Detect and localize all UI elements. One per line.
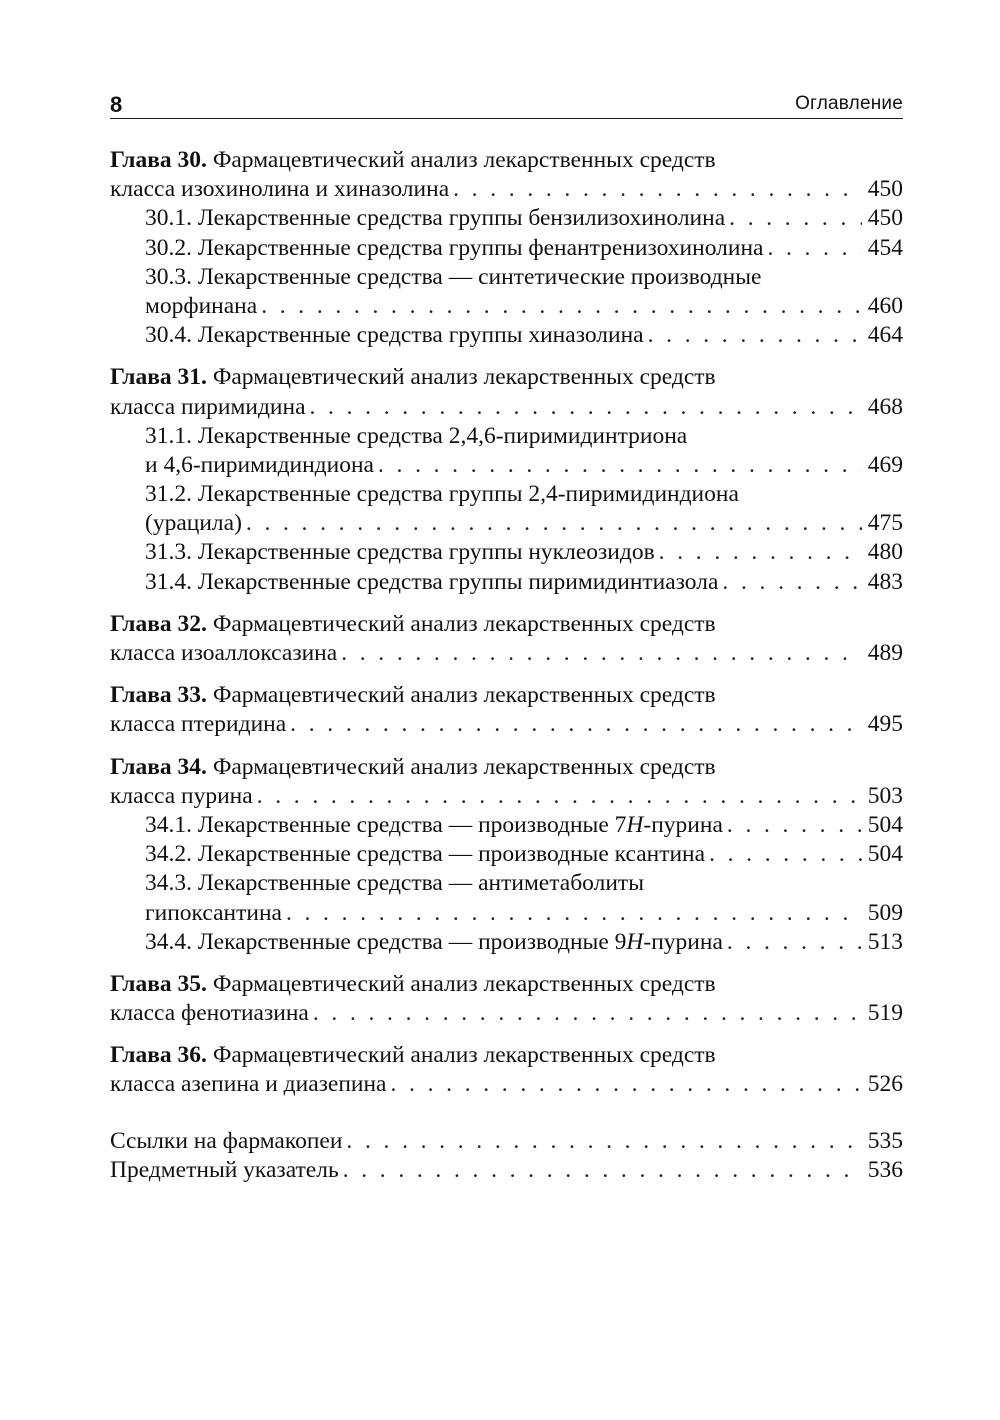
chapter-title-line [110, 639, 903, 668]
chapter-label: Глава 31. [110, 364, 207, 391]
chapter-heading [110, 146, 903, 175]
leader-dots [341, 639, 862, 668]
chapter-heading [110, 610, 903, 639]
page-ref: 480 [867, 539, 903, 566]
toc-section-31-1[interactable] [110, 422, 903, 451]
section-title: 31.3. Лекарственные средства группы нуклеозидов [145, 539, 655, 566]
leader-dots [343, 1156, 862, 1185]
chapter-title-cont: класса пиримидина [110, 393, 306, 420]
section-title: 31.1. Лекарственные средства 2,4,6-пиримидинтриона [145, 422, 688, 449]
toc-section-34-2[interactable] [110, 840, 903, 869]
chapter-title-line [110, 710, 903, 739]
leader-dots [727, 928, 862, 957]
section-title-cont: морфинана [145, 292, 258, 319]
chapter-title-line [110, 999, 903, 1028]
chapter-title-cont: класса птеридина [110, 711, 287, 738]
page-number: 8 [110, 92, 123, 117]
toc-section-34-3-cont[interactable] [110, 899, 903, 928]
section-title-cont: (урацила) [145, 510, 242, 537]
toc-chapter-36[interactable] [110, 1041, 903, 1099]
page-ref: 504 [867, 811, 903, 838]
page-ref: 535 [867, 1127, 903, 1154]
toc-chapter-33[interactable] [110, 681, 903, 739]
section-title-part: -пурина [643, 811, 723, 838]
section-title: 34.3. Лекарственные средства — антиметаболиты [145, 870, 644, 897]
section-title: 31.2. Лекарственные средства группы 2,4-пиримидиндиона [145, 481, 739, 508]
running-header [110, 88, 903, 119]
chapter-title-cont: класса пурина [110, 782, 253, 809]
leader-dots [313, 999, 862, 1028]
chapter-heading [110, 753, 903, 782]
toc-section-34-1[interactable] [110, 811, 903, 840]
entry-title: Ссылки на фармакопеи [110, 1127, 343, 1154]
section-title: 31.4. Лекарственные средства группы пиримидинтиазола [145, 568, 719, 595]
toc-section-34-3[interactable] [110, 869, 903, 898]
toc-section-31-2[interactable] [110, 480, 903, 509]
chapter-title: Фармацевтический анализ лекарственных средств [206, 1042, 716, 1069]
chapter-label: Глава 32. [110, 610, 207, 637]
page-ref: 475 [867, 510, 903, 537]
chapter-heading [110, 970, 903, 999]
chapter-title-line [110, 175, 903, 204]
leader-dots [709, 840, 862, 869]
section-title-cont: и 4,6-пиримидиндиона [145, 451, 374, 478]
page-ref: 495 [867, 711, 903, 738]
section-title: 30.4. Лекарственные средства группы хиназолина [145, 322, 644, 349]
leader-dots [257, 782, 862, 811]
page-ref: 450 [867, 176, 903, 203]
leader-dots [286, 899, 862, 928]
section-title-cont: гипоксантина [145, 899, 282, 926]
leader-dots [729, 204, 862, 233]
italic-letter: H [626, 928, 644, 955]
toc-pharmacopoeia-refs[interactable] [110, 1127, 903, 1156]
leader-dots [727, 811, 862, 840]
toc-section-30-3[interactable] [110, 263, 903, 292]
page-ref: 468 [867, 393, 903, 420]
toc-chapter-32[interactable] [110, 610, 903, 668]
leader-dots [346, 1127, 861, 1156]
leader-dots [378, 451, 862, 480]
chapter-title-cont: класса изохинолина и хиназолина [110, 176, 450, 203]
chapter-title: Фармацевтический анализ лекарственных средств [206, 682, 716, 709]
chapter-title: Фармацевтический анализ лекарственных средств [206, 147, 716, 173]
page-ref: 519 [867, 1000, 903, 1027]
page-ref: 483 [867, 568, 903, 595]
section-title: 30.3. Лекарственные средства — синтетические производные [145, 263, 762, 290]
chapter-label: Глава 36. [110, 1042, 207, 1069]
toc-section-31-3[interactable] [110, 538, 903, 567]
running-head-title: Оглавление [795, 93, 903, 114]
toc-chapter-30[interactable] [110, 146, 903, 350]
chapter-title-line [110, 393, 903, 422]
section-title: 30.1. Лекарственные средства группы бензилизохинолина [145, 205, 726, 232]
page-ref: 513 [867, 928, 903, 955]
page-ref: 536 [867, 1156, 903, 1183]
section-title: 30.2. Лекарственные средства группы фенантренизохинолина [145, 234, 764, 261]
chapter-heading [110, 363, 903, 392]
section-title-part: 34.1. Лекарственные средства — производные 7 [145, 811, 627, 838]
chapter-title-cont: класса изоаллоксазина [110, 640, 338, 666]
leader-dots [659, 538, 862, 567]
chapter-label: Глава 35. [110, 970, 207, 997]
page-ref: 464 [867, 322, 903, 349]
page-ref: 489 [867, 640, 903, 666]
toc-section-31-1-cont[interactable] [110, 451, 903, 480]
toc-section-30-1[interactable] [110, 204, 903, 233]
toc-subject-index[interactable] [110, 1156, 903, 1185]
toc-section-34-4[interactable] [110, 928, 903, 957]
page-ref: 469 [867, 451, 903, 478]
toc-section-30-4[interactable] [110, 321, 903, 350]
page-ref: 454 [867, 234, 903, 261]
chapter-heading [110, 681, 903, 710]
leader-dots [648, 321, 862, 350]
leader-dots [767, 234, 861, 263]
toc-section-30-3-cont[interactable] [110, 292, 903, 321]
leader-dots [261, 292, 862, 321]
chapter-title: Фармацевтический анализ лекарственных средств [206, 364, 716, 391]
page-ref: 509 [867, 899, 903, 926]
toc-chapter-35[interactable] [110, 970, 903, 1028]
page-ref: 450 [867, 205, 903, 232]
page-ref: 503 [867, 782, 903, 809]
toc-chapter-31[interactable] [110, 363, 903, 597]
chapter-label: Глава 30. [110, 147, 207, 173]
section-title: 34.2. Лекарственные средства — производные ксантина [145, 841, 706, 868]
chapter-title-line [110, 782, 903, 811]
leader-dots [310, 393, 862, 422]
leader-dots [722, 568, 861, 597]
section-title [145, 928, 723, 957]
page-ref: 504 [867, 841, 903, 868]
toc-section-31-4[interactable] [110, 568, 903, 597]
italic-letter: H [626, 811, 644, 838]
section-title-part: -пурина [643, 928, 723, 955]
chapter-title-line [110, 1070, 903, 1099]
table-of-contents [110, 146, 903, 1185]
chapter-title: Фармацевтический анализ лекарственных средств [206, 610, 716, 637]
chapter-title: Фармацевтический анализ лекарственных средств [206, 970, 716, 997]
toc-chapter-34[interactable] [110, 753, 903, 957]
chapter-heading [110, 1041, 903, 1070]
toc-back-matter [110, 1127, 903, 1185]
chapter-title: Фармацевтический анализ лекарственных средств [206, 753, 716, 780]
page-ref: 460 [867, 292, 903, 319]
spacer [110, 1113, 903, 1127]
entry-title: Предметный указатель [110, 1156, 339, 1183]
chapter-label: Глава 34. [110, 753, 207, 780]
chapter-title-cont: класса азепина и диазепина [110, 1071, 387, 1098]
section-title [145, 811, 723, 840]
chapter-title-cont: класса фенотиазина [110, 1000, 309, 1027]
leader-dots [391, 1070, 862, 1099]
leader-dots [246, 509, 862, 538]
toc-section-30-2[interactable] [110, 234, 903, 263]
toc-section-31-2-cont[interactable] [110, 509, 903, 538]
page-ref: 526 [867, 1071, 903, 1098]
leader-dots [290, 710, 862, 739]
leader-dots [453, 175, 862, 204]
section-title-part: 34.4. Лекарственные средства — производные 9 [145, 928, 627, 955]
chapter-label: Глава 33. [110, 682, 207, 709]
